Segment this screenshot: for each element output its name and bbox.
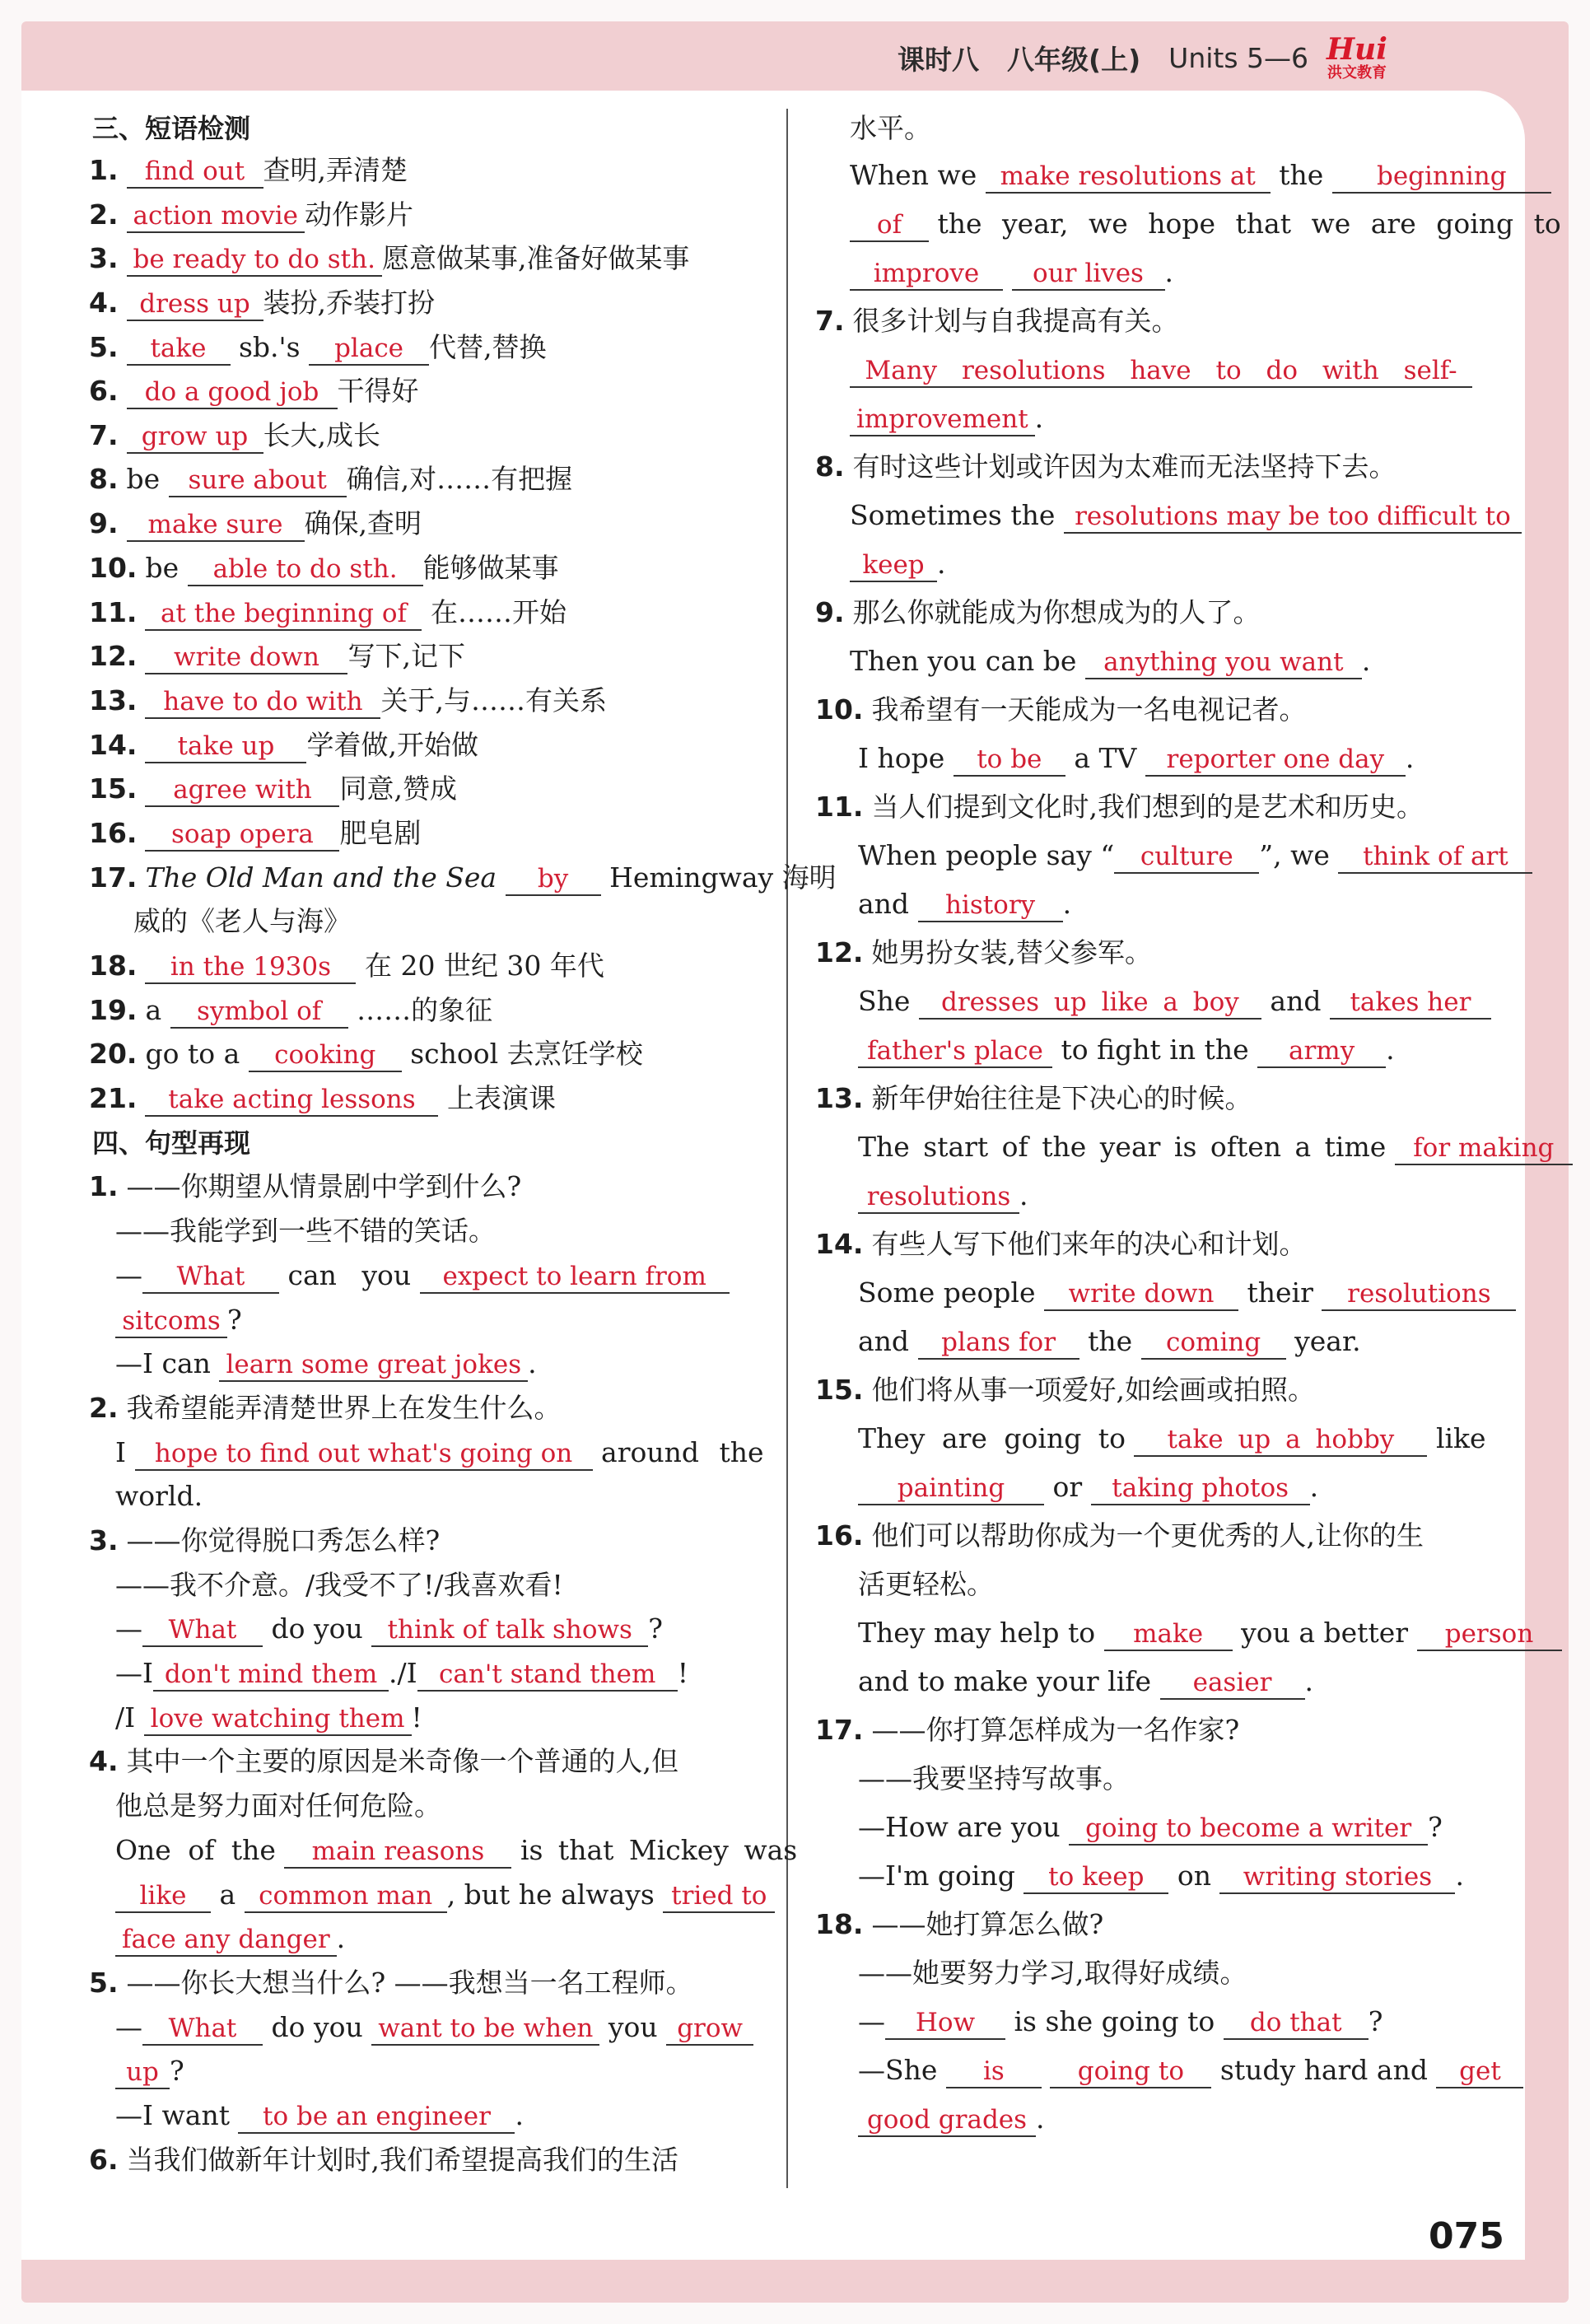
answer: up	[115, 2056, 170, 2089]
phrase-item: 5. take sb.'s place 代替,替换	[89, 330, 547, 366]
sentence-en: good grades .	[858, 2102, 1045, 2137]
phrase-item: 1. find out 查明,弄清楚	[89, 153, 408, 189]
answer: takes her	[1330, 987, 1491, 1020]
sentence-en: up ?	[115, 2054, 184, 2089]
sentence-item: 10. 我希望有一天能成为一名电视记者。	[815, 693, 1307, 726]
sentence-en: She dresses up like a boy and takes her	[858, 984, 1491, 1020]
sentence-item: 17. ——你打算怎样成为一名作家?	[815, 1714, 1240, 1746]
sentence-en: —How are you going to become a writer ?	[858, 1810, 1443, 1846]
sentence-item: 11. 当人们提到文化时,我们想到的是艺术和历史。	[815, 791, 1424, 823]
answer: writing stories	[1219, 1861, 1455, 1894]
sentence-en: When people say “ culture ”, we think of art	[858, 838, 1532, 874]
sentence-en: — What do you think of talk shows ?	[115, 1612, 663, 1647]
answer: get	[1436, 2056, 1523, 2088]
answer: What	[142, 2013, 263, 2046]
answer: action movie	[127, 200, 305, 233]
sentence-item: 8. 有时这些计划或许因为太难而无法坚持下去。	[815, 450, 1396, 483]
answer: do that	[1224, 2007, 1369, 2040]
answer: place	[309, 333, 429, 366]
answer: do a good job	[127, 376, 338, 409]
answer: to keep	[1023, 1861, 1168, 1894]
phrase-item: 19. a symbol of ……的象征	[89, 993, 492, 1029]
answer: in the 1930s	[145, 951, 356, 984]
sentence-item: 6. 当我们做新年计划时,我们希望提高我们的生活	[89, 2144, 678, 2176]
answer: find out	[127, 156, 263, 189]
answer: soap opera	[145, 819, 339, 852]
answer: going to become a writer	[1069, 1813, 1428, 1846]
sentence-en: — How is she going to do that ?	[858, 2004, 1383, 2040]
sentence-en: —I'm going to keep on writing stories .	[858, 1859, 1464, 1894]
answer: What	[142, 1614, 263, 1647]
sentence-cn: ——我能学到一些不错的笑话。	[115, 1215, 496, 1247]
answer: going to	[1050, 2056, 1211, 2088]
answer: grow	[666, 2013, 753, 2046]
answer: beginning	[1332, 161, 1551, 194]
sentence-item: 4. 其中一个主要的原因是米奇像一个普通的人,但	[89, 1745, 678, 1777]
lesson-label: 课时八	[898, 43, 979, 76]
phrase-item-continued: 威的《老人与海》	[133, 905, 351, 937]
sentence-en: world.	[115, 1480, 203, 1512]
phrase-item: 8. be sure about 确信,对……有把握	[89, 462, 572, 497]
sentence-en: and plans for the coming year.	[858, 1324, 1361, 1360]
sentence-cn: ——我要坚持写故事。	[858, 1762, 1130, 1794]
sentence-en: When we make resolutions at the beginning	[850, 158, 1551, 194]
answer: make	[1104, 1618, 1233, 1651]
answer: be ready to do sth.	[127, 244, 382, 277]
sentence-item: 18. ——她打算怎么做?	[815, 1908, 1104, 1940]
sentence-item: 7. 很多计划与自我提高有关。	[815, 305, 1179, 337]
answer: write down	[145, 642, 347, 674]
sentence-en: painting or taking photos .	[858, 1470, 1318, 1505]
answer: take	[127, 333, 231, 366]
sentence-item: 9. 那么你就能成为你想成为的人了。	[815, 596, 1261, 628]
answer: our lives	[1012, 258, 1165, 291]
sentence-en: like a common man , but he always tried to	[115, 1878, 775, 1913]
sentence-en: They are going to take up a hobby like	[858, 1421, 1486, 1457]
answer: by	[506, 863, 601, 896]
sentence-en: sitcoms ?	[115, 1303, 242, 1338]
phrase-item: 2. action movie 动作影片	[89, 198, 413, 233]
page-number: 075	[1429, 2215, 1504, 2257]
sentence-en: Some people write down their resolutions	[858, 1276, 1516, 1311]
answer: Many resolutions have to do with self-	[850, 355, 1472, 388]
answer: like	[115, 1880, 211, 1913]
answer: easier	[1160, 1667, 1305, 1700]
answer: dresses up like a boy	[919, 987, 1261, 1020]
answer: What	[142, 1261, 279, 1294]
answer: learn some great jokes	[219, 1349, 528, 1382]
sentence-en: keep .	[850, 547, 946, 582]
answer: history	[918, 889, 1063, 922]
answer: anything you want	[1085, 646, 1362, 679]
answer: make sure	[127, 509, 305, 542]
sentence-item: 16. 他们可以帮助你成为一个更优秀的人,让你的生	[815, 1519, 1424, 1552]
phrase-item: 13. have to do with 关于,与……有关系	[89, 684, 607, 719]
answer: for making	[1395, 1132, 1573, 1165]
answer: think of art	[1338, 841, 1532, 874]
sentence-en	[850, 352, 1472, 388]
answer: improvement	[850, 404, 1035, 436]
section-title: 三、短语检测	[92, 113, 251, 144]
answer: to be	[954, 744, 1065, 777]
sentence-en: They may help to make you a better person	[858, 1616, 1562, 1651]
sentence-en: — What do you want to be when you grow	[115, 2010, 753, 2046]
units-label: Units 5—6	[1168, 41, 1309, 74]
sentence-cn: 活更轻松。	[858, 1568, 994, 1600]
answer: to be an engineer	[238, 2101, 515, 2134]
answer: taking photos	[1091, 1472, 1310, 1505]
answer: hope to find out what's going on	[135, 1438, 593, 1471]
publisher-logo	[1327, 32, 1387, 82]
sentence-en: One of the main reasons is that Mickey was	[115, 1833, 797, 1869]
answer: tried to	[663, 1880, 775, 1913]
answer: make resolutions at	[986, 161, 1271, 194]
answer: army	[1257, 1035, 1386, 1068]
answer: grow up	[127, 421, 263, 454]
answer: symbol of	[170, 996, 348, 1029]
answer: resolutions	[858, 1181, 1019, 1214]
page-header	[898, 33, 1387, 82]
answer: can't stand them	[417, 1659, 678, 1692]
answer: expect to learn from	[420, 1261, 730, 1294]
phrase-item: 10. be able to do sth. 能够做某事	[89, 551, 559, 586]
sentence-en: father's place to fight in the army .	[858, 1033, 1395, 1068]
answer: at the beginning of	[145, 598, 422, 631]
sentence-en: improvement .	[850, 401, 1043, 436]
logo-mark: Hui	[1327, 32, 1387, 67]
phrase-item: 18. in the 1930s 在 20 世纪 30 年代	[89, 949, 604, 984]
sentence-en: —I want to be an engineer .	[115, 2098, 524, 2134]
sentence-en: Sometimes the resolutions may be too difficult to	[850, 498, 1522, 534]
section-title: 四、句型再现	[92, 1127, 251, 1159]
phrase-item: 6. do a good job 干得好	[89, 374, 419, 409]
column-divider	[786, 109, 788, 2188]
answer: love watching them	[144, 1703, 412, 1736]
answer: painting	[858, 1472, 1044, 1505]
answer: plans for	[918, 1327, 1079, 1360]
answer: able to do sth.	[188, 553, 423, 586]
sentence-en: — What can you expect to learn from	[115, 1258, 730, 1294]
grade-label: 八年级(上)	[1007, 43, 1141, 76]
answer: think of talk shows	[371, 1614, 648, 1647]
answer: sitcoms	[115, 1305, 227, 1338]
sentence-en: improve our lives .	[850, 255, 1173, 291]
phrase-item: 4. dress up 装扮,乔装打扮	[89, 286, 435, 321]
sentence-cn: 他总是努力面对任何危险。	[115, 1790, 441, 1822]
answer: How	[885, 2007, 1005, 2040]
answer: person	[1417, 1618, 1562, 1651]
answer: agree with	[145, 774, 339, 807]
sentence-item: 1. ——你期望从情景剧中学到什么?	[89, 1170, 522, 1202]
phrase-item: 15. agree with 同意,赞成	[89, 772, 457, 807]
answer: keep	[850, 549, 937, 582]
answer: dress up	[127, 288, 263, 321]
sentence-en: —I can learn some great jokes .	[115, 1346, 537, 1382]
sentence-item: 13. 新年伊始往往是下决心的时候。	[815, 1082, 1252, 1114]
answer: resolutions	[1322, 1278, 1516, 1311]
answer: father's place	[858, 1035, 1052, 1068]
answer: coming	[1141, 1327, 1286, 1360]
answer: take up a hobby	[1134, 1424, 1427, 1457]
answer: common man	[245, 1880, 447, 1913]
phrase-item: 14. take up 学着做,开始做	[89, 728, 478, 763]
phrase-item: 17. The Old Man and the Sea by Hemingway 海明	[89, 861, 837, 896]
sentence-cn: ——她要努力学习,取得好成绩。	[858, 1957, 1247, 1989]
phrase-item: 7. grow up 长大,成长	[89, 418, 380, 454]
answer: is	[946, 2056, 1042, 2088]
sentence-item: 5. ——你长大想当什么? ——我想当一名工程师。	[89, 1967, 693, 1999]
answer: culture	[1114, 841, 1259, 874]
sentence-en: I hope to find out what's going on around the	[115, 1435, 764, 1471]
answer: resolutions may be too difficult to	[1064, 501, 1522, 534]
sentence-item: 12. 她男扮女装,替父参军。	[815, 936, 1152, 968]
sentence-item: 2. 我希望能弄清楚世界上在发生什么。	[89, 1392, 562, 1424]
phrase-item: 20. go to a cooking school 去烹饪学校	[89, 1037, 643, 1072]
answer: take acting lessons	[145, 1084, 438, 1117]
answer: don't mind them	[153, 1659, 389, 1692]
sentence-item: 14. 有些人写下他们来年的决心和计划。	[815, 1228, 1307, 1260]
answer: want to be when	[371, 2013, 599, 2046]
answer: write down	[1044, 1278, 1238, 1311]
answer: take up	[145, 730, 306, 763]
sentence-en: —I don't mind them ./I can't stand them !	[115, 1656, 688, 1692]
phrase-item: 11. at the beginning of 在……开始	[89, 595, 567, 631]
answer: good grades	[858, 2104, 1036, 2137]
phrase-item: 16. soap opera 肥皂剧	[89, 816, 421, 852]
sentence-item: 15. 他们将从事一项爱好,如绘画或拍照。	[815, 1374, 1315, 1406]
sentence-en: /I love watching them !	[115, 1701, 422, 1736]
answer: cooking	[249, 1039, 402, 1072]
answer: face any danger	[115, 1924, 337, 1957]
logo-name: 洪文教育	[1327, 64, 1387, 82]
sentence-en: Then you can be anything you want .	[850, 644, 1370, 679]
sentence-en: resolutions .	[858, 1178, 1028, 1214]
answer: main reasons	[284, 1836, 511, 1869]
answer: have to do with	[145, 686, 380, 719]
phrase-item: 3. be ready to do sth. 愿意做某事,准备好做某事	[89, 241, 689, 277]
sentence-en: and to make your life easier .	[858, 1664, 1313, 1700]
sentence-en: The start of the year is often a time for making	[858, 1130, 1573, 1165]
phrase-item: 9. make sure 确保,查明	[89, 506, 422, 542]
sentence-cn: ——我不介意。/我受不了!/我喜欢看!	[115, 1569, 563, 1601]
sentence-cn: 水平。	[850, 112, 931, 144]
answer: of	[850, 209, 929, 242]
answer: improve	[850, 258, 1003, 291]
sentence-item: 3. ——你觉得脱口秀怎么样?	[89, 1524, 441, 1556]
answer: reporter one day	[1145, 744, 1406, 777]
sentence-en: I hope to be a TV reporter one day .	[858, 741, 1414, 777]
sentence-en: face any danger .	[115, 1921, 345, 1957]
sentence-en: of the year, we hope that we are going to	[850, 207, 1561, 242]
phrase-item: 12. write down 写下,记下	[89, 639, 465, 674]
answer: sure about	[169, 464, 347, 497]
phrase-item: 21. take acting lessons 上表演课	[89, 1081, 556, 1117]
sentence-en: and history .	[858, 887, 1071, 922]
sentence-en: —She is going to study hard and get	[858, 2053, 1523, 2088]
